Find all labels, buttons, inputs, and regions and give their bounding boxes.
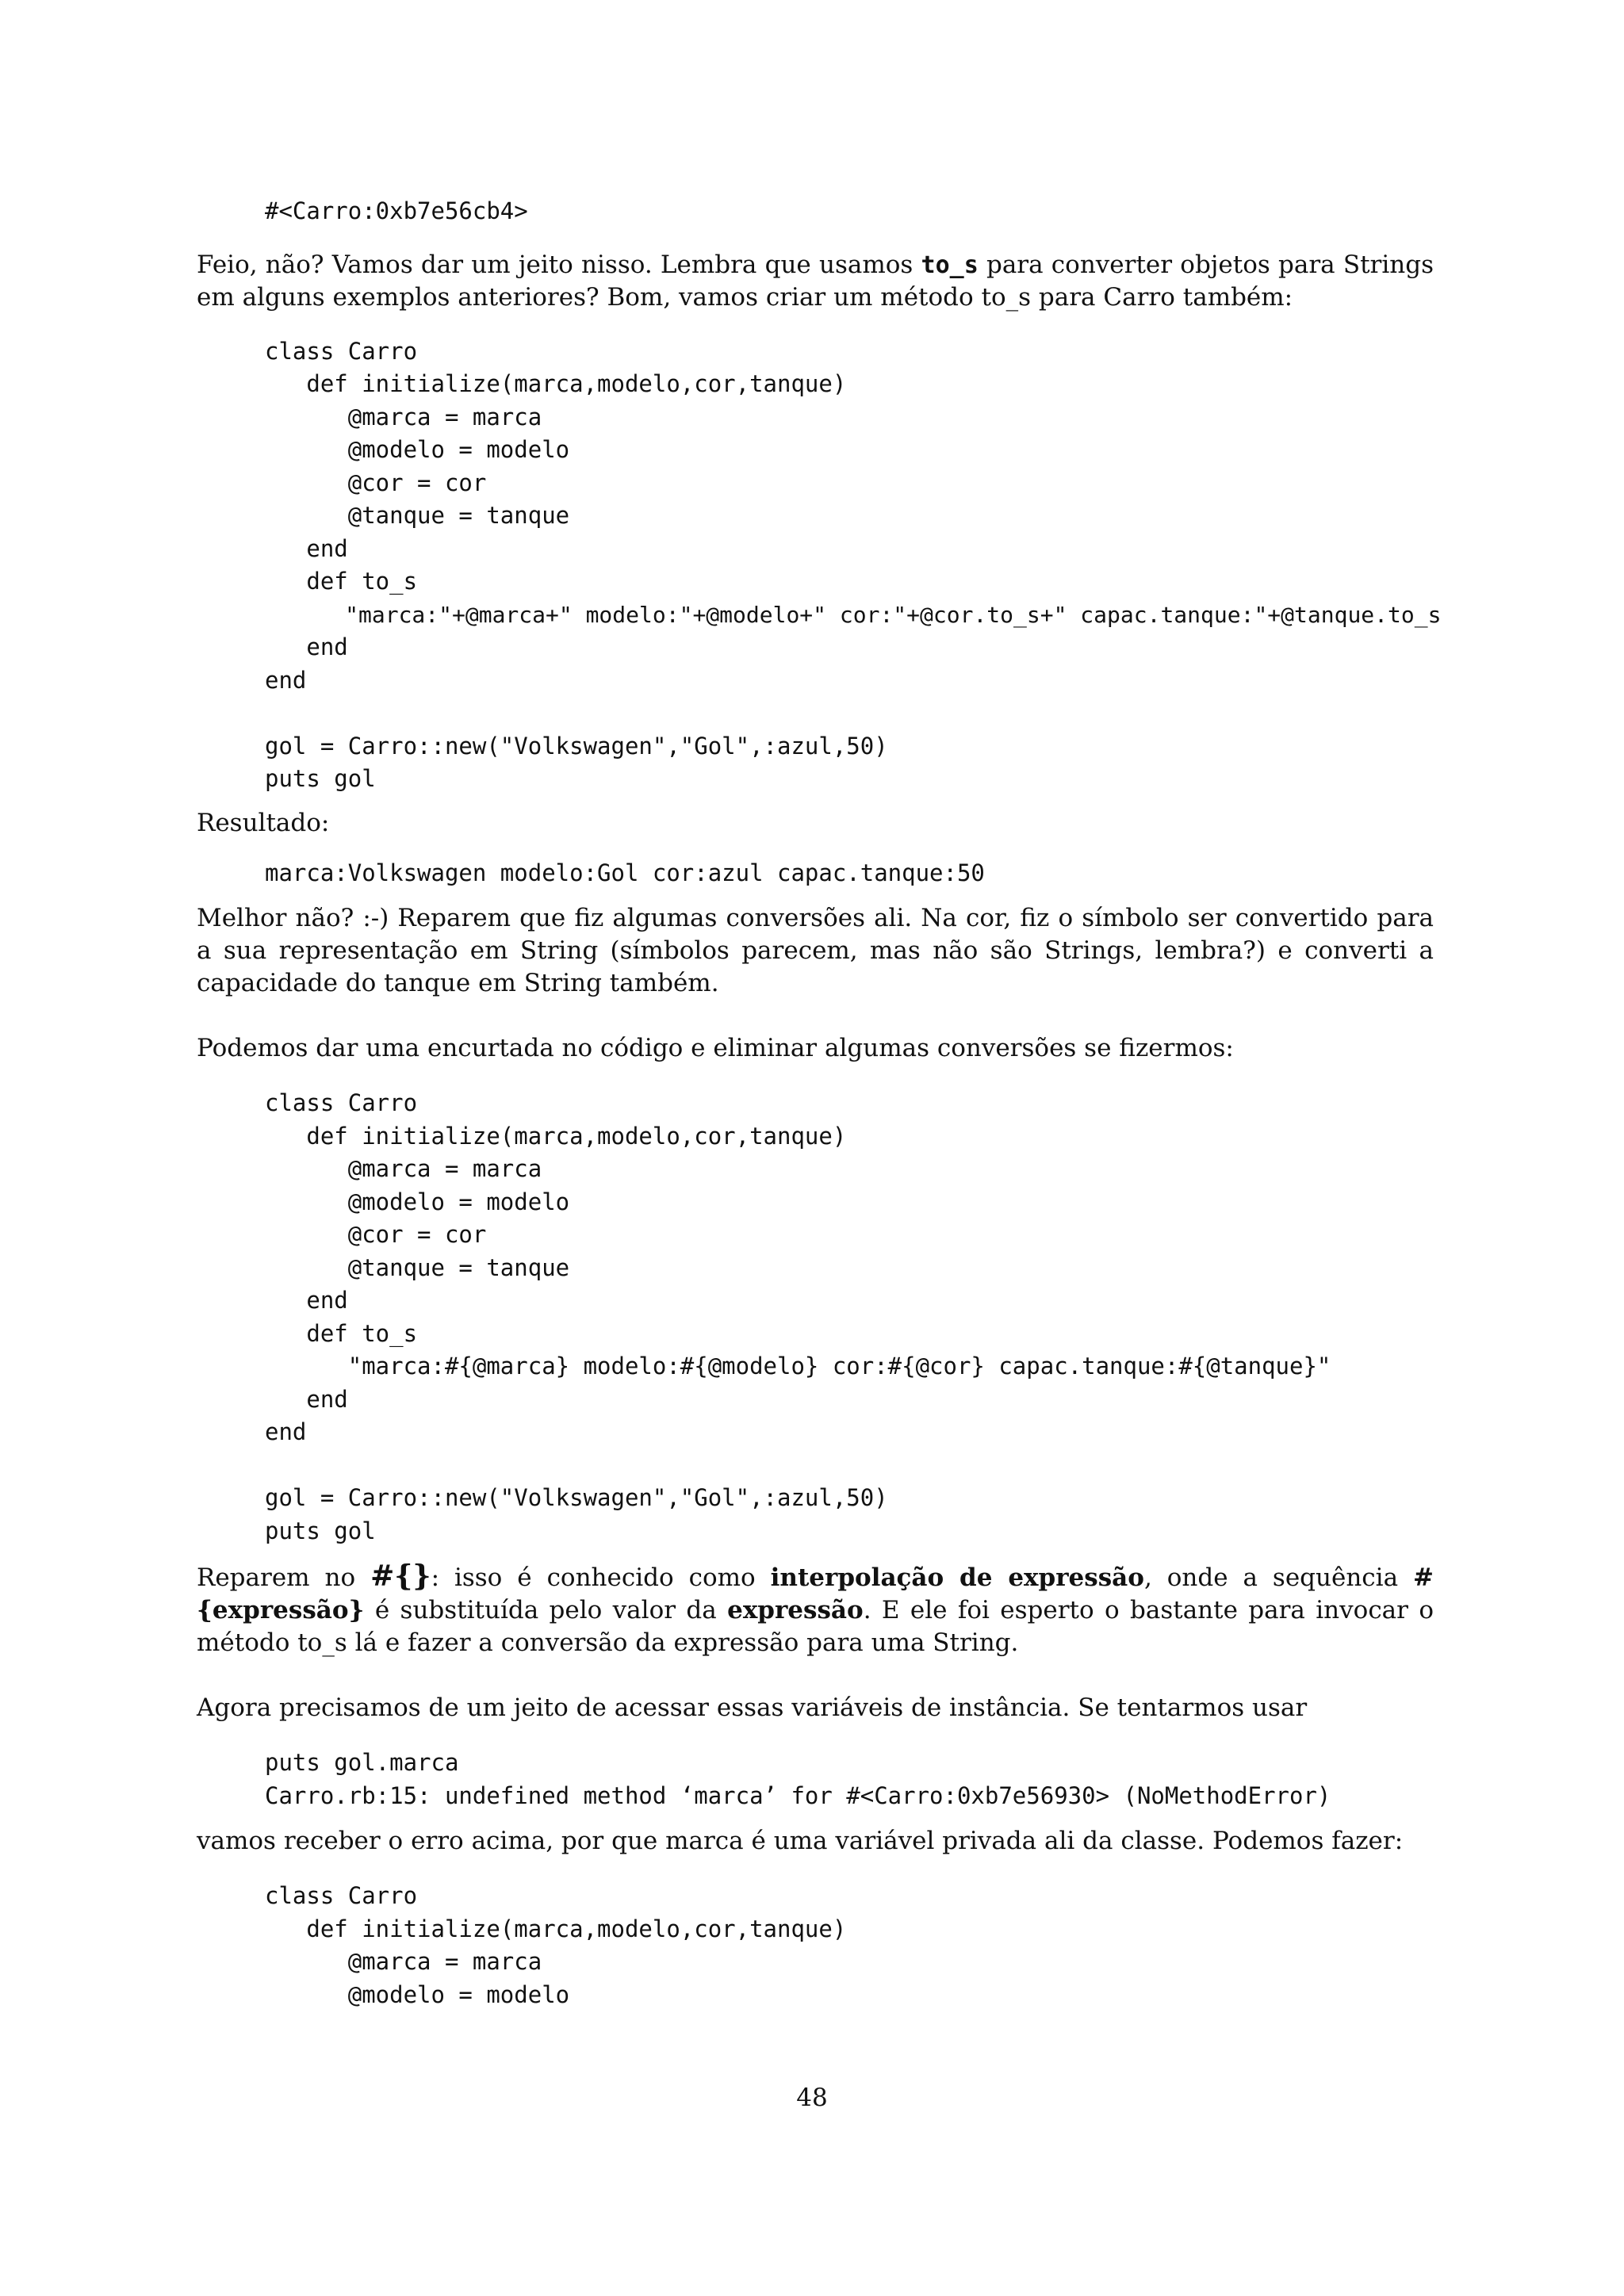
page-number: 48 (796, 2084, 828, 2112)
code-line: gol = Carro::new("Volkswagen","Gol",:azul,50) (265, 1484, 888, 1511)
code-line: def to_s (265, 1319, 418, 1347)
code-line: puts gol (265, 1517, 376, 1544)
bold-to-s: to_s (921, 251, 979, 279)
code-line: "marca:"+@marca+" modelo:"+@modelo+" cor:"+@cor.to_s+" capac.tanque:"+@tanque.to_s (265, 601, 1442, 628)
code-line: marca:Volkswagen modelo:Gol cor:azul capac.tanque:50 (265, 859, 985, 886)
code-line (265, 697, 1434, 730)
code-line: end (265, 1418, 307, 1445)
code-block-class-carro-start (265, 1880, 1434, 2011)
code-line: def initialize(marca,modelo,cor,tanque) (265, 370, 847, 397)
paragraph-shorten: Podemos dar uma encurtada no código e eliminar algumas conversões se fizermos: (197, 1034, 1234, 1062)
bold-expressao-braces: #{expressão} (197, 1563, 1434, 1624)
code-block-object-inspect (265, 195, 1434, 228)
text: para converter objetos para Strings em alguns exemplos anteriores? Bom, vamos criar um método to_s para Carro também: (197, 250, 1434, 312)
paragraph-to-s-intro (197, 249, 1434, 314)
bold-interpolacao: interpolação de expressão (770, 1563, 1144, 1592)
code-line: @tanque = tanque (265, 1253, 570, 1281)
code-block-nomethoderror (265, 1747, 1434, 1812)
paragraph-conversions: Melhor não? :-) Reparem que fiz algumas conversões ali. Na cor, fiz o símbolo ser convertido para a sua representação em String (símbolos parecem, mas não são Strings, lembra?) e converti a capacidade do tanque em String também. (197, 904, 1434, 997)
paragraph-private-var: vamos receber o erro acima, por que marca é uma variável privada ali da classe. Podemos fazer: (197, 1827, 1404, 1855)
text: : isso é conhecido como (431, 1563, 771, 1592)
code-line: class Carro (265, 337, 418, 365)
paragraph-access-vars: Agora precisamos de um jeito de acessar essas variáveis de instância. Se tentarmos usar (197, 1693, 1308, 1722)
code-block-class-carro-interpolation (265, 1087, 1434, 1548)
text: Reparem no (197, 1563, 371, 1592)
code-line: end (265, 666, 307, 694)
code-line: @tanque = tanque (265, 502, 570, 529)
code-line: @modelo = modelo (265, 436, 570, 463)
code-line: class Carro (265, 1882, 418, 1909)
paragraph-resultado: Resultado: (197, 808, 330, 837)
code-line: @marca = marca (265, 403, 542, 430)
code-line: gol = Carro::new("Volkswagen","Gol",:azul,50) (265, 732, 888, 760)
code-line: @marca = marca (265, 1948, 542, 1975)
paragraph-interpolation (197, 1560, 1434, 1659)
code-line: @cor = cor (265, 1221, 487, 1248)
code-line: end (265, 1385, 348, 1413)
text: Feio, não? Vamos dar um jeito nisso. Lembra que usamos (197, 250, 921, 279)
code-line: def initialize(marca,modelo,cor,tanque) (265, 1915, 847, 1942)
code-line: @cor = cor (265, 469, 487, 496)
code-line: "marca:#{@marca} modelo:#{@modelo} cor:#{@cor} capac.tanque:#{@tanque}" (265, 1353, 1331, 1380)
code-line: def to_s (265, 568, 418, 595)
bold-expressao: expressão (727, 1596, 864, 1624)
code-line: @marca = marca (265, 1155, 542, 1182)
code-line: @modelo = modelo (265, 1980, 570, 2008)
code-line: class Carro (265, 1089, 418, 1116)
code-line: #<Carro:0xb7e56cb4> (265, 197, 528, 224)
code-line: end (265, 534, 348, 562)
code-block-class-carro-to-s (265, 335, 1442, 796)
text: , onde a sequência (1143, 1563, 1413, 1592)
code-line: puts gol.marca (265, 1749, 459, 1776)
code-line: puts gol (265, 765, 376, 792)
text: é substituída pelo valor da (364, 1596, 728, 1624)
code-line: def initialize(marca,modelo,cor,tanque) (265, 1122, 847, 1150)
code-line: @modelo = modelo (265, 1188, 570, 1215)
code-block-result-output (265, 857, 1434, 890)
bold-interpolation-braces: #{} (370, 1559, 431, 1593)
text: . E ele foi esperto o bastante para invocar o método to_s lá e fazer a conversão da expressão para uma String. (197, 1596, 1434, 1657)
code-line (265, 1449, 1434, 1483)
page-content (197, 195, 1442, 2011)
code-line: end (265, 1287, 348, 1314)
code-line: end (265, 633, 348, 660)
code-line: Carro.rb:15: undefined method ‘marca’ for #<Carro:0xb7e56930> (NoMethodError) (265, 1781, 1331, 1809)
